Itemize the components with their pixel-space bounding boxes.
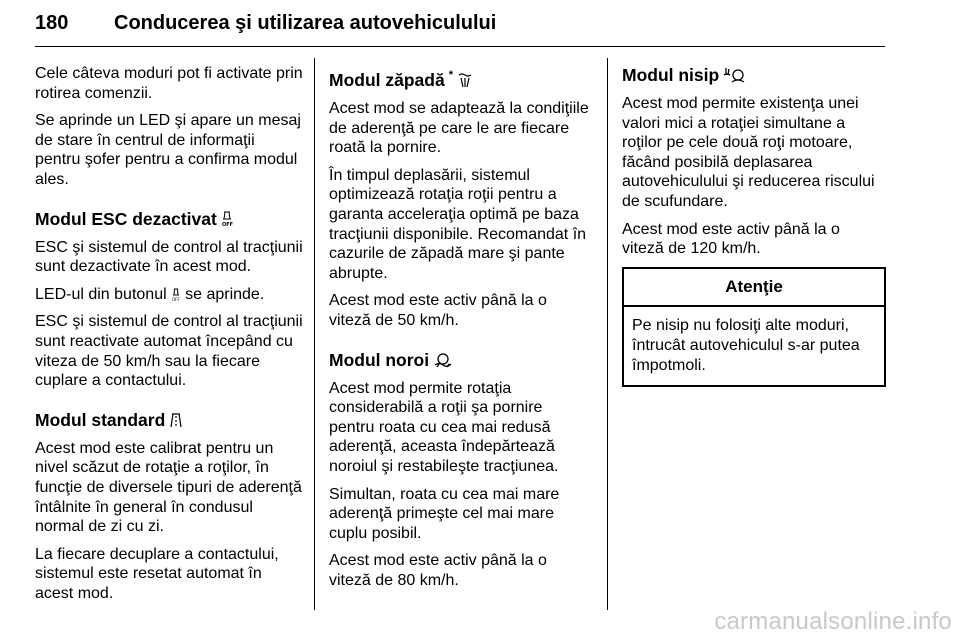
- column-2: [329, 64, 591, 598]
- svg-text:OFF: OFF: [171, 296, 180, 302]
- mud-mode-icon: [433, 351, 453, 369]
- warning-title: Atenţie: [624, 269, 884, 308]
- column-1: [35, 64, 303, 611]
- page-number: 180: [35, 12, 69, 34]
- warning-box: [622, 267, 886, 387]
- standard-mode-heading: Modul standard: [35, 409, 303, 431]
- sand-paragraph: Acest mod este activ până la o viteză de 120 km/h.: [622, 220, 840, 258]
- header-rule: [35, 46, 885, 47]
- chapter-title: Conducerea şi utilizarea autovehiculului: [114, 12, 497, 34]
- standard-paragraph: Acest mod este calibrat pentru un nivel scăzut de rotaţie a roţilor, în funcţie de diversele tipuri de aderenţă întâlnite în general în condusul normal de zi cu zi.: [35, 439, 302, 536]
- mud-paragraph: Simultan, roata cu cea mai mare aderenţă primeşte cel mai mare cuplu posibil.: [329, 485, 560, 542]
- esc-off-icon: [221, 210, 233, 228]
- sand-mode-heading: Modul nisip: [622, 64, 886, 86]
- column-divider: [607, 58, 608, 610]
- sand-mode-icon: [723, 66, 745, 84]
- watermark: carmanualsonline.info: [714, 608, 952, 635]
- standard-paragraph: La fiecare decuplare a contactului, sistemul este resetat automat în acest mod.: [35, 545, 279, 602]
- esc-button-icon: [171, 287, 181, 302]
- page-header: [35, 0, 885, 50]
- mud-paragraph: Acest mod este activ până la o viteză de 80 km/h.: [329, 552, 547, 589]
- snow-paragraph: Acest mod se adaptează la condiţiile de aderenţă pe care le are fiecare roată la pornire.: [329, 100, 589, 157]
- snow-superscript: *: [448, 69, 453, 81]
- esc-off-heading: Modul ESC dezactivat OFF: [35, 208, 233, 229]
- standard-mode-icon: [169, 411, 183, 429]
- intro-paragraph: Cele câteva moduri pot fi activate prin rotirea comenzii.: [35, 65, 303, 102]
- intro-paragraph: Se aprinde un LED şi apare un mesaj de stare în centrul de informaţii pentru şofer pentru a confirma modul ales.: [35, 112, 301, 188]
- sand-paragraph: Acest mod permite existenţa unei valori mici a rotaţiei simultane a roţilor pe cele două roţi motoare, făcând posibilă deplasarea autovehiculului şi reducerea riscului de scufundare.: [622, 95, 875, 210]
- svg-text:OFF: OFF: [221, 221, 233, 228]
- snow-paragraph: Acest mod este activ până la o viteză de 50 km/h.: [329, 292, 547, 329]
- snow-mode-heading: Modul zăpadă *: [329, 64, 591, 91]
- snow-paragraph: În timpul deplasării, sistemul optimizează rotaţia roţii pentru a garanta acceleraţia optimă pe baza tracţiunii disponibile. Recomandat în cazurile de zăpadă mare şi pante abrupte.: [329, 166, 587, 282]
- warning-text: Pe nisip nu folosiţi alte moduri, întrucât autovehiculul s-ar putea împotmoli.: [632, 317, 860, 374]
- column-3: [622, 64, 886, 387]
- esc-led-paragraph: LED-ul din butonul OFF se aprinde.: [35, 285, 265, 303]
- snow-mode-icon: [457, 71, 473, 89]
- mud-paragraph: Acest mod permite rotaţia considerabilă a roţii şa pornire pentru roata cu cea mai redusă aderenţă, aceasta îndepărtează noroiul şi restabileşte tracţiunea.: [329, 379, 559, 475]
- esc-paragraph: ESC şi sistemul de control al tracţiunii sunt dezactivate în acest mod.: [35, 238, 303, 276]
- esc-paragraph: ESC şi sistemul de control al tracţiunii sunt reactivate automat începând cu viteza de 50 km/h sau la fiecare cuplare a contactului.: [35, 313, 303, 390]
- mud-mode-heading: Modul noroi: [329, 349, 591, 371]
- column-divider: [314, 58, 315, 610]
